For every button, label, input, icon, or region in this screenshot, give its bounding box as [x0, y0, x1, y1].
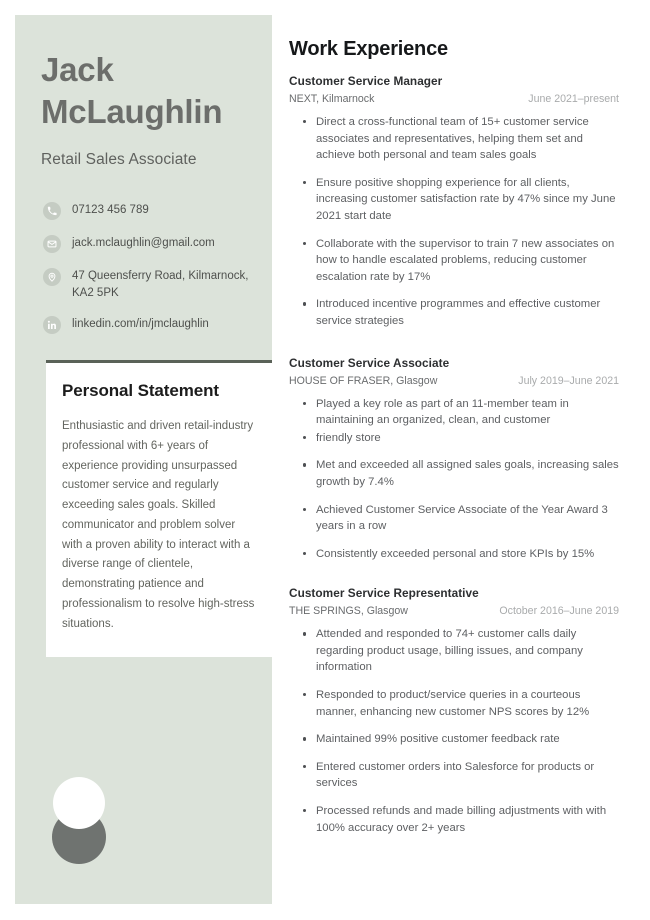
job-date-range: October 2016–June 2019: [499, 605, 619, 618]
job-title: Customer Service Associate: [289, 355, 450, 370]
personal-statement-section: [31, 360, 255, 656]
job-bullet: Entered customer orders into Salesforce for products or services: [289, 759, 619, 792]
job-entry: [289, 74, 619, 330]
job-bullet-list: [289, 114, 619, 330]
job-bullet: Maintained 99% positive customer feedback rate: [289, 731, 619, 748]
job-entry: [289, 586, 619, 836]
contact-text-phone: 07123 456 789: [72, 204, 149, 217]
job-meta: [289, 605, 619, 617]
job-bullet: Collaborate with the supervisor to train 7 new associates on how to handle escalated problems, reducing customer escalation rate by 17%: [289, 236, 619, 286]
page-title: Work Experience: [289, 38, 448, 60]
job-meta: [289, 93, 619, 105]
job-bullet: Ensure positive shopping experience for all clients, increasing customer satisfaction rate by 47% since my June 2021 start date: [289, 175, 619, 225]
job-bullet: Achieved Customer Service Associate of the Year Award 3 years in a row: [289, 502, 619, 535]
job-bullet-list: [289, 626, 619, 836]
personal-statement-heading: Personal Statement: [62, 381, 219, 401]
decorative-circles: [37, 768, 127, 868]
job-date-range: July 2019–June 2021: [518, 374, 619, 387]
contact-item-linkedin[interactable]: [43, 315, 252, 334]
contact-text-linkedin: linkedin.com/in/jmclaughlin: [72, 318, 209, 331]
job-bullet: Consistently exceeded personal and store KPIs by 15%: [289, 546, 619, 563]
contact-item-address: [43, 267, 252, 301]
headline-job-title: Retail Sales Associate: [41, 151, 197, 169]
name-block: [15, 15, 272, 133]
contact-text-email: jack.mclaughlin@gmail.com: [72, 237, 215, 250]
job-bullet: friendly store: [289, 430, 619, 447]
job-bullet: Introduced incentive programmes and effective customer service strategies: [289, 296, 619, 329]
job-bullet: Responded to product/service queries in a courteous manner, enhancing new customer NPS scores by 12%: [289, 687, 619, 720]
job-organization: NEXT, Kilmarnock: [289, 93, 375, 105]
contact-list: [15, 201, 272, 334]
job-organization: THE SPRINGS, Glasgow: [289, 605, 408, 618]
job-bullet: Played a key role as part of an 11-member team in maintaining an organized, clean, and customer: [289, 396, 619, 429]
job-title: Customer Service Representative: [289, 586, 479, 601]
personal-statement-card: [46, 363, 272, 656]
job-organization: HOUSE OF FRASER, Glasgow: [289, 374, 438, 387]
linkedin-icon: [43, 316, 61, 334]
contact-item-email[interactable]: [43, 234, 252, 253]
phone-icon: [43, 202, 61, 220]
job-bullet: Processed refunds and made billing adjustments with with 100% accuracy over 2+ years: [289, 803, 619, 836]
location-pin-icon: [43, 268, 61, 286]
contact-text-address: 47 Queensferry Road, Kilmarnock, KA2 5PK: [72, 270, 249, 299]
work-experience-section: [289, 38, 619, 856]
job-bullet-list: [289, 396, 619, 563]
light-circle-shape: [53, 777, 105, 829]
job-entry: [289, 356, 619, 563]
job-bullet: Attended and responded to 74+ customer calls daily regarding product usage, billing issues, and company information: [289, 626, 619, 676]
envelope-icon: [43, 235, 61, 253]
resume-sidebar: [15, 15, 272, 904]
personal-statement-body: Enthusiastic and driven retail-industry professional with 6+ years of experience providing unsurpassed customer service and regularly exceeding sales goals. Skilled communicator and problem solver with a proven ability to interact with a diverse range of clientele, demonstrating patience and professionalism to resolve high-stress situations.: [62, 420, 255, 630]
last-name: McLaughlin: [41, 93, 223, 131]
job-date-range: June 2021–present: [528, 93, 619, 105]
contact-item-phone[interactable]: [43, 201, 252, 220]
job-bullet: Direct a cross-functional team of 15+ customer service associates and representatives, helping them set and achieve both personal and team sales goals: [289, 114, 619, 164]
job-title: Customer Service Manager: [289, 74, 443, 88]
first-name: Jack: [41, 51, 114, 88]
job-meta: [289, 375, 619, 387]
job-bullet: Met and exceeded all assigned sales goals, increasing sales growth by 7.4%: [289, 457, 619, 490]
